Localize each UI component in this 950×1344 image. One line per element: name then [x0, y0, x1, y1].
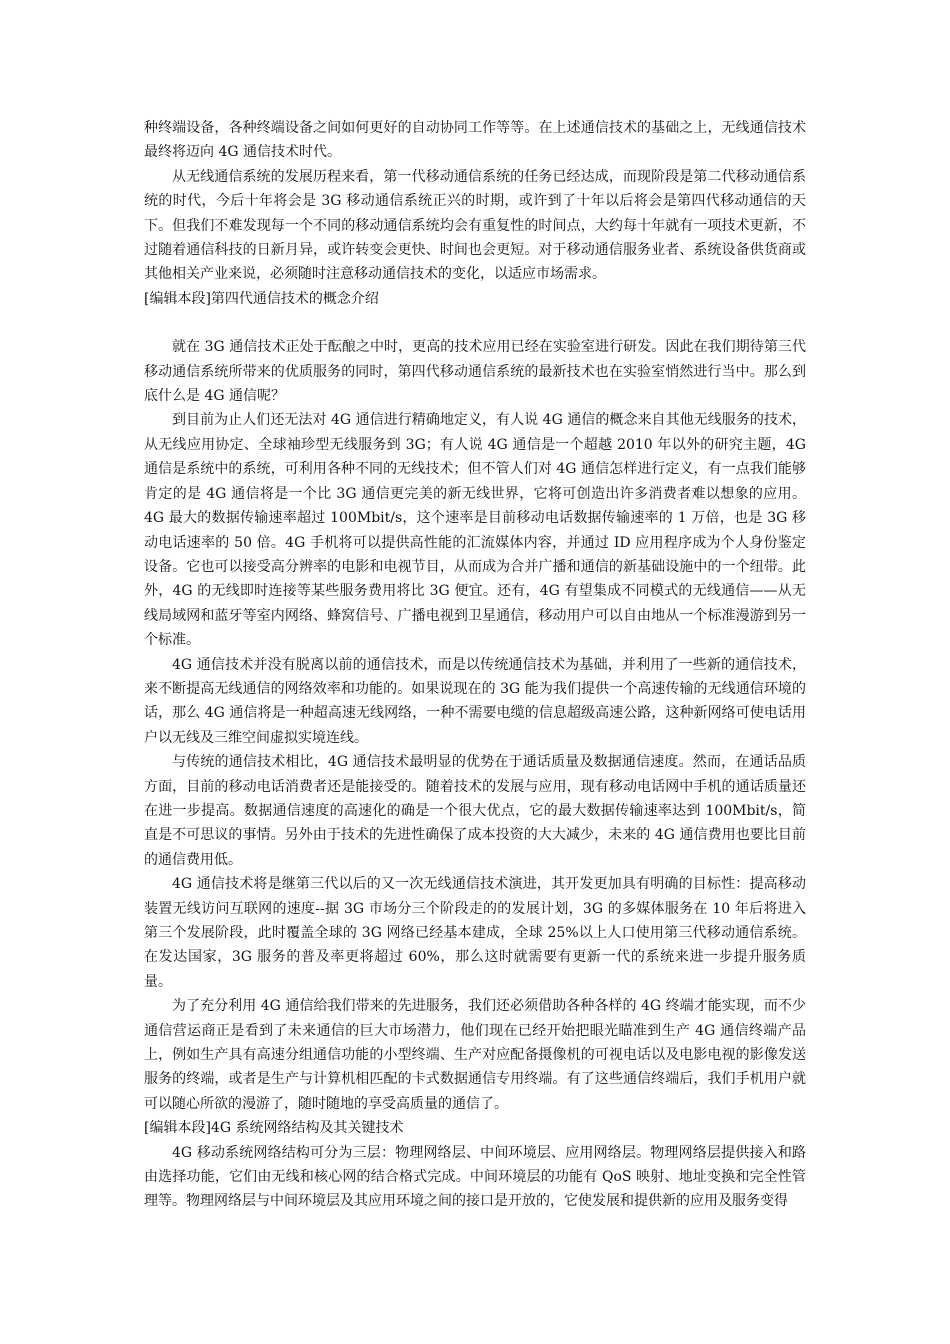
paragraph-4g-network-layers: 4G 移动系统网络结构可分为三层：物理网络层、中间环境层、应用网络层。物理网络层提供接入和路由选择功能，它们由无线和核心网的结合格式完成。中间环境层的功能有 QoS 映射、地址变换和完全性管理等。物理网络层与中间环境层及其应用环境之间的接口是开放的，它使发展和提供新的应用及服务变得 — [144, 1144, 806, 1210]
paragraph-4g-terminals: 为了充分利用 4G 通信给我们带来的先进服务，我们还必须借助各种各样的 4G 终端才能实现，而不少通信营运商正是看到了未来通信的巨大市场潜力，他们现在已经开始把眼光瞄准到生产 4G 通信终端产品上，例如生产具有高速分组通信功能的小型终端、生产对应配备摄像机的可视电话以及电影电视的影像发送服务的终端，或者是生产与计算机相匹配的卡式数据通信专用终端。有了这些通信终端后，我们手机用户就可以随心所欲的漫游了，随时随地的享受高质量的通信了。 — [144, 998, 806, 1112]
paragraph-4g-advantages: 与传统的通信技术相比，4G 通信技术最明显的优势在于通话质量及数据通信速度。然而，在通话品质方面，目前的移动电话消费者还是能接受的。随着技术的发展与应用，现有移动电话网中手机的通话质量还在进一步提高。数据通信速度的高速化的确是一个很大优点，它的最大数据传输速率达到 100Mbit/s，简直是不可思议的事情。另外由于技术的先进性确保了成本投资的大大减少，未来的 4G 通信费用也要比目前的通信费用低。 — [144, 754, 806, 868]
blank-line — [144, 311, 806, 335]
paragraph-4g-evolution: 4G 通信技术将是继第三代以后的又一次无线通信技术演进，其开发更加具有明确的目标性：提高移动装置无线访问互联网的速度--据 3G 市场分三个阶段走的的发展计划，3G 的多媒体服务在 10 年后将进入第三个发展阶段，此时覆盖全球的 3G 网络已经基本建成，全球 25%以上人口使用第三代移动通信系统。在发达国家，3G 服务的普及率更将超过 60%，那么这时就需要有更新一代的系统来进一步提升服务质量。 — [144, 876, 806, 990]
section-heading-4g-architecture: [编辑本段]4G 系统网络结构及其关键技术 — [144, 1120, 404, 1137]
paragraph-4g-definition: 到目前为止人们还无法对 4G 通信进行精确地定义，有人说 4G 通信的概念来自其他无线服务的技术，从无线应用协定、全球袖珍型无线服务到 3G；有人说 4G 通信是一个超越 2010 年以外的研究主题，4G 通信是系统中的系统，可利用各种不同的无线技术；但不管人们对 4G 通信怎样进行定义，有一点我们能够肯定的是 4G 通信将是一个比 3G 通信更完美的新无线世界，它将可创造出许多消费者难以想象的应用。4G 最大的数据传输速率超过 100Mbit/s，这个速率是目前移动电话数据传输速率的 1 万倍，也是 3G 移动电话速率的 50 倍。4G 手机将可以提供高性能的汇流媒体内容，并通过 ID 应用程序成为个人身份鉴定设备。它也可以接受高分辨率的电影和电视节目，从而成为合并广播和通信的新基础设施中的一个纽带。此外，4G 的无线即时连接等某些服务费用将比 3G 便宜。还有，4G 有望集成不同模式的无线通信——从无线局域网和蓝牙等室内网络、蜂窝信号、广播电视到卫星通信，移动用户可以自由地从一个标准漫游到另一个标准。 — [144, 412, 806, 649]
paragraph-4g-intro: 就在 3G 通信技术正处于酝酿之中时，更高的技术应用已经在实验室进行研发。因此在我们期待第三代移动通信系统所带来的优质服务的同时，第四代移动通信系统的最新技术也在实验室悄然进行当中。那么到底什么是 4G 通信呢？ — [144, 339, 806, 405]
section-heading-4g-concept: [编辑本段]第四代通信技术的概念介绍 — [144, 290, 379, 307]
document-body — [144, 116, 806, 1214]
paragraph-4g-foundation: 4G 通信技术并没有脱离以前的通信技术，而是以传统通信技术为基础，并利用了一些新的通信技术，来不断提高无线通信的网络效率和功能的。如果说现在的 3G 能为我们提供一个高速传输的无线通信环境的话，那么 4G 通信将是一种超高速无线网络，一种不需要电缆的信息超级高速公路，这种新网络可使电话用户以无线及三维空间虚拟实境连线。 — [144, 656, 806, 746]
paragraph-intro-continuation: 种终端设备，各种终端设备之间如何更好的自动协同工作等等。在上述通信技术的基础之上，无线通信技术最终将迈向 4G 通信技术时代。 — [144, 120, 806, 161]
paragraph-development-history: 从无线通信系统的发展历程来看，第一代移动通信系统的任务已经达成，而现阶段是第二代移动通信系统的时代，今后十年将会是 3G 移动通信系统正兴的时期，或许到了十年以后将会是第四代移动通信的天下。但我们不难发现每一个不同的移动通信系统均会有重复性的时间点，大约每十年就有一项技术更新，不过随着通信科技的日新月异，或许转变会更快、时间也会更短。对于移动通信服务业者、系统设备供货商或其他相关产业来说，必须随时注意移动通信技术的变化，以适应市场需求。 — [144, 168, 806, 283]
